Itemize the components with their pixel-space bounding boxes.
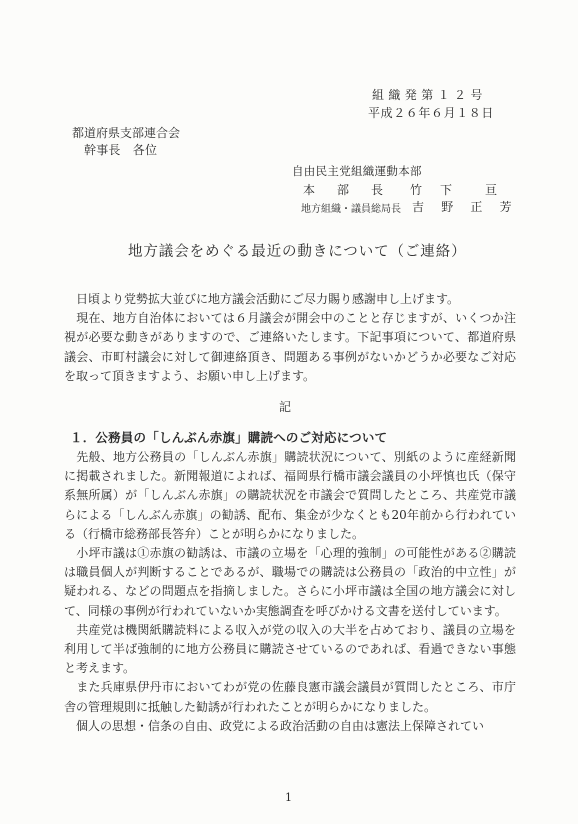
intro-paragraph: 日頃より党勢拡大並びに地方議会活動にご尽力賜り感謝申し上げます。 (64, 292, 460, 306)
sender-name: 吉 野 正 芳 (412, 200, 515, 214)
recipient-organization: 都道府県支部連合会 (72, 126, 181, 140)
sender-organization: 自由民主党組織運動本部 (292, 164, 422, 178)
body-paragraph: 個人の思想・信条の自由、政党による政治活動の自由は憲法上保障されてい (64, 718, 485, 733)
document-title: 地方議会をめぐる最近の動きについて（ご連絡） (128, 244, 467, 260)
ki-marker: 記 (279, 400, 292, 414)
body-paragraph: 小坪市議は①赤旗の勧誘は、市議の立場を「心理的強制」の可能性がある②購読は職員個人が判断することであるが、職場での購読は公務員の「政治的中立性」が疑われる、などの問題点を指摘しました。さらに小坪市議は全国の地方議会に対して、同様の事例が行われていないか実態調査を呼びかける文書を送付しています。 (64, 546, 516, 618)
recipient-title: 幹事長 各位 (84, 143, 158, 157)
body-paragraph: 先般、地方公務員の「しんぶん赤旗」購読状況について、別紙のように産経新聞に掲載されました。新聞報道によれば、福岡県行橋市議会議員の小坪慎也氏（保守系無所属）が「しんぶん赤旗」の購読状況を市議会で質問したところ、共産党市議らによる「しんぶん赤旗」の勧誘、配布、集金が少なくとも20年前から行われている（行橋市総務部長答弁）ことが明らかになりました。 (64, 450, 516, 541)
intro-paragraph: 現在、地方自治体においては６月議会が開会中のことと存じますが、いくつか注視が必要な動きがありますので、ご連絡いたします。下記事項について、都道府県議会、市町村議会に対して御連絡頂き、問題ある事例がないかどうか必要なご対応を取って頂きますよう、お願い申し上げます。 (64, 311, 516, 383)
section-body (64, 448, 516, 736)
bleed-through-shadow (88, 80, 368, 100)
document-number: 組織発第１２号 (372, 88, 487, 102)
sender-name: 竹 下 亘 (410, 183, 501, 197)
intro-block (64, 290, 516, 386)
document-date: 平成２６年６月１８日 (368, 106, 495, 120)
body-paragraph: 共産党は機関紙購読料による収入が党の収入の大半を占めており、議員の立場を利用して半ば強制的に地方公務員に購読させているのであれば、看過できない事態と考えます。 (64, 622, 516, 676)
page-number: 1 (285, 791, 292, 804)
section-heading: １．公務員の「しんぶん赤旗」購読へのご対応について (70, 430, 388, 445)
sender-position-label: 地方組織・議員総局長 (301, 204, 401, 215)
sender-position-label: 本 部 長 (303, 183, 389, 197)
body-paragraph: また兵庫県伊丹市においてわが党の佐藤良憲市議会議員が質問したところ、市庁舎の管理規則に抵触した勧誘が行われたことが明らかになりました。 (64, 680, 516, 714)
